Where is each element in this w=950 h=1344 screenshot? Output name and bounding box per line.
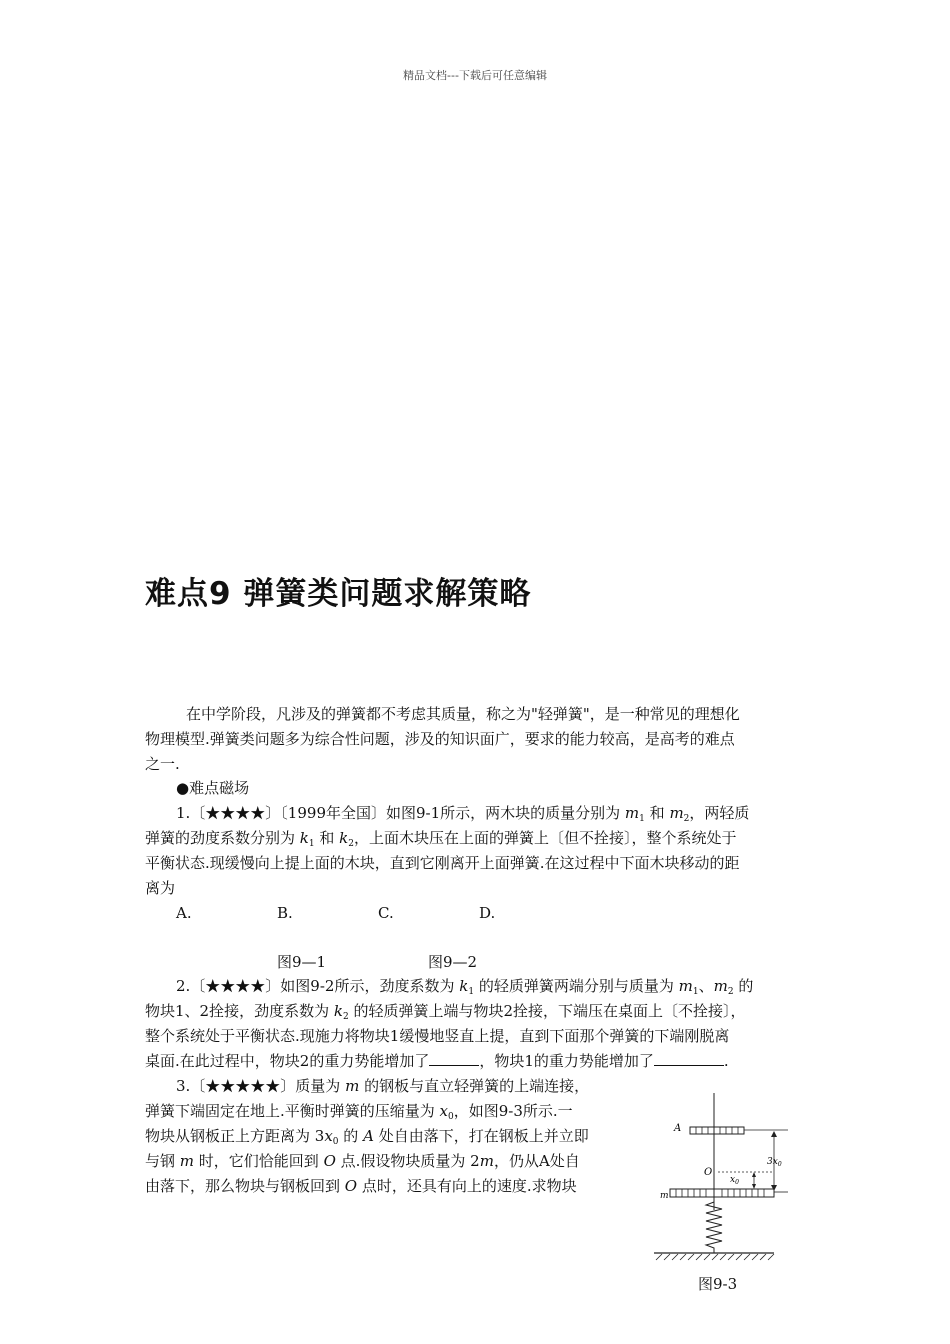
intro-line-2: 物理模型.弹簧类问题多为综合性问题，涉及的知识面广，要求的能力较高，是高考的难点 <box>145 730 735 748</box>
q1-line-3: 平衡状态.现缓慢向上提上面的木块，直到它刚离开上面弹簧.在这过程中下面木块移动的距 <box>145 854 740 872</box>
q1-line-2: 弹簧的劲度系数分别为 $k_1$ 和 $k_2$，上面木块压在上面的弹簧上〔但不拴接〕，整个系统处于 <box>145 829 737 849</box>
q2-line-1: 2.〔★★★★〕如图9-2所示，劲度系数为 $k_1$ 的轻质弹簧两端分别与质量为 $m_1$、$m_2$ 的 <box>176 977 754 997</box>
arrow-down-icon <box>752 1184 756 1189</box>
q1-line-4: 离为 <box>145 879 176 897</box>
q3-line-1: 3.〔★★★★★〕质量为 m 的钢板与直立轻弹簧的上端连接， <box>176 1077 590 1095</box>
arrow-down-icon <box>771 1185 777 1191</box>
falling-block <box>690 1127 744 1134</box>
section-heading: ●难点磁场 <box>176 779 250 797</box>
ground-hatching <box>656 1254 774 1260</box>
figure-9-3-diagram <box>648 1090 798 1265</box>
q2-line-4: 桌面.在此过程中，物块2的重力势能增加了 ，物块1的重力势能增加了 . <box>145 1052 729 1070</box>
label-x0: $x_0$ <box>730 1175 739 1186</box>
answer-blank-1[interactable] <box>429 1051 479 1066</box>
page-header: 精品文档---下载后可任意编辑 <box>403 69 547 82</box>
q1-line-1: 1.〔★★★★〕〔1999年全国〕如图9-1所示，两木块的质量分别为 $m_1$ 和 $m_2$，两轻质 <box>176 804 750 824</box>
q1-option-b: B. <box>277 904 293 922</box>
arrow-up-icon <box>771 1131 777 1137</box>
label-3x0: $3x_0$ <box>767 1157 782 1168</box>
q2-line-3: 整个系统处于平衡状态.现施力将物块1缓慢地竖直上提，直到下面那个弹簧的下端刚脱离 <box>145 1027 730 1045</box>
answer-blank-2[interactable] <box>654 1051 724 1066</box>
block-hatching <box>696 1127 738 1134</box>
document-title: 难点9 弹簧类问题求解策略 <box>145 576 532 612</box>
figure-9-1-caption: 图9—1 <box>277 953 327 971</box>
label-m: m <box>660 1191 669 1201</box>
arrow-up-icon <box>752 1172 756 1177</box>
q3-line-4: 与钢 m 时，它们恰能回到 O 点.假设物块质量为 2m，仍从A处自 <box>145 1152 580 1170</box>
intro-line-3: 之一. <box>145 755 180 773</box>
label-a: A <box>674 1123 682 1134</box>
intro-line-1: 在中学阶段，凡涉及的弹簧都不考虑其质量，称之为"轻弹簧"，是一种常见的理想化 <box>186 705 740 723</box>
q3-line-2: 弹簧下端固定在地上.平衡时弹簧的压缩量为 $x_0$，如图9-3所示.一 <box>145 1102 573 1122</box>
q1-option-d: D. <box>479 904 496 922</box>
plate-hatching <box>676 1189 764 1197</box>
q2-line-2: 物块1、2拴接，劲度系数为 $k_2$ 的轻质弹簧上端与物块2拴接，下端压在桌面上〔不拴接〕， <box>145 1002 746 1022</box>
q3-line-5: 由落下，那么物块与钢板回到 O 点时，还具有向上的速度.求物块 <box>145 1177 577 1195</box>
label-o: O <box>704 1167 713 1178</box>
figure-9-2-caption: 图9—2 <box>428 953 478 971</box>
q3-line-3: 物块从钢板正上方距离为 $3x_0$ 的 A 处自由落下，打在钢板上并立即 <box>145 1127 589 1147</box>
figure-9-3-caption: 图9-3 <box>698 1275 738 1293</box>
q1-option-a: A. <box>176 904 192 922</box>
q1-option-c: C. <box>378 904 394 922</box>
